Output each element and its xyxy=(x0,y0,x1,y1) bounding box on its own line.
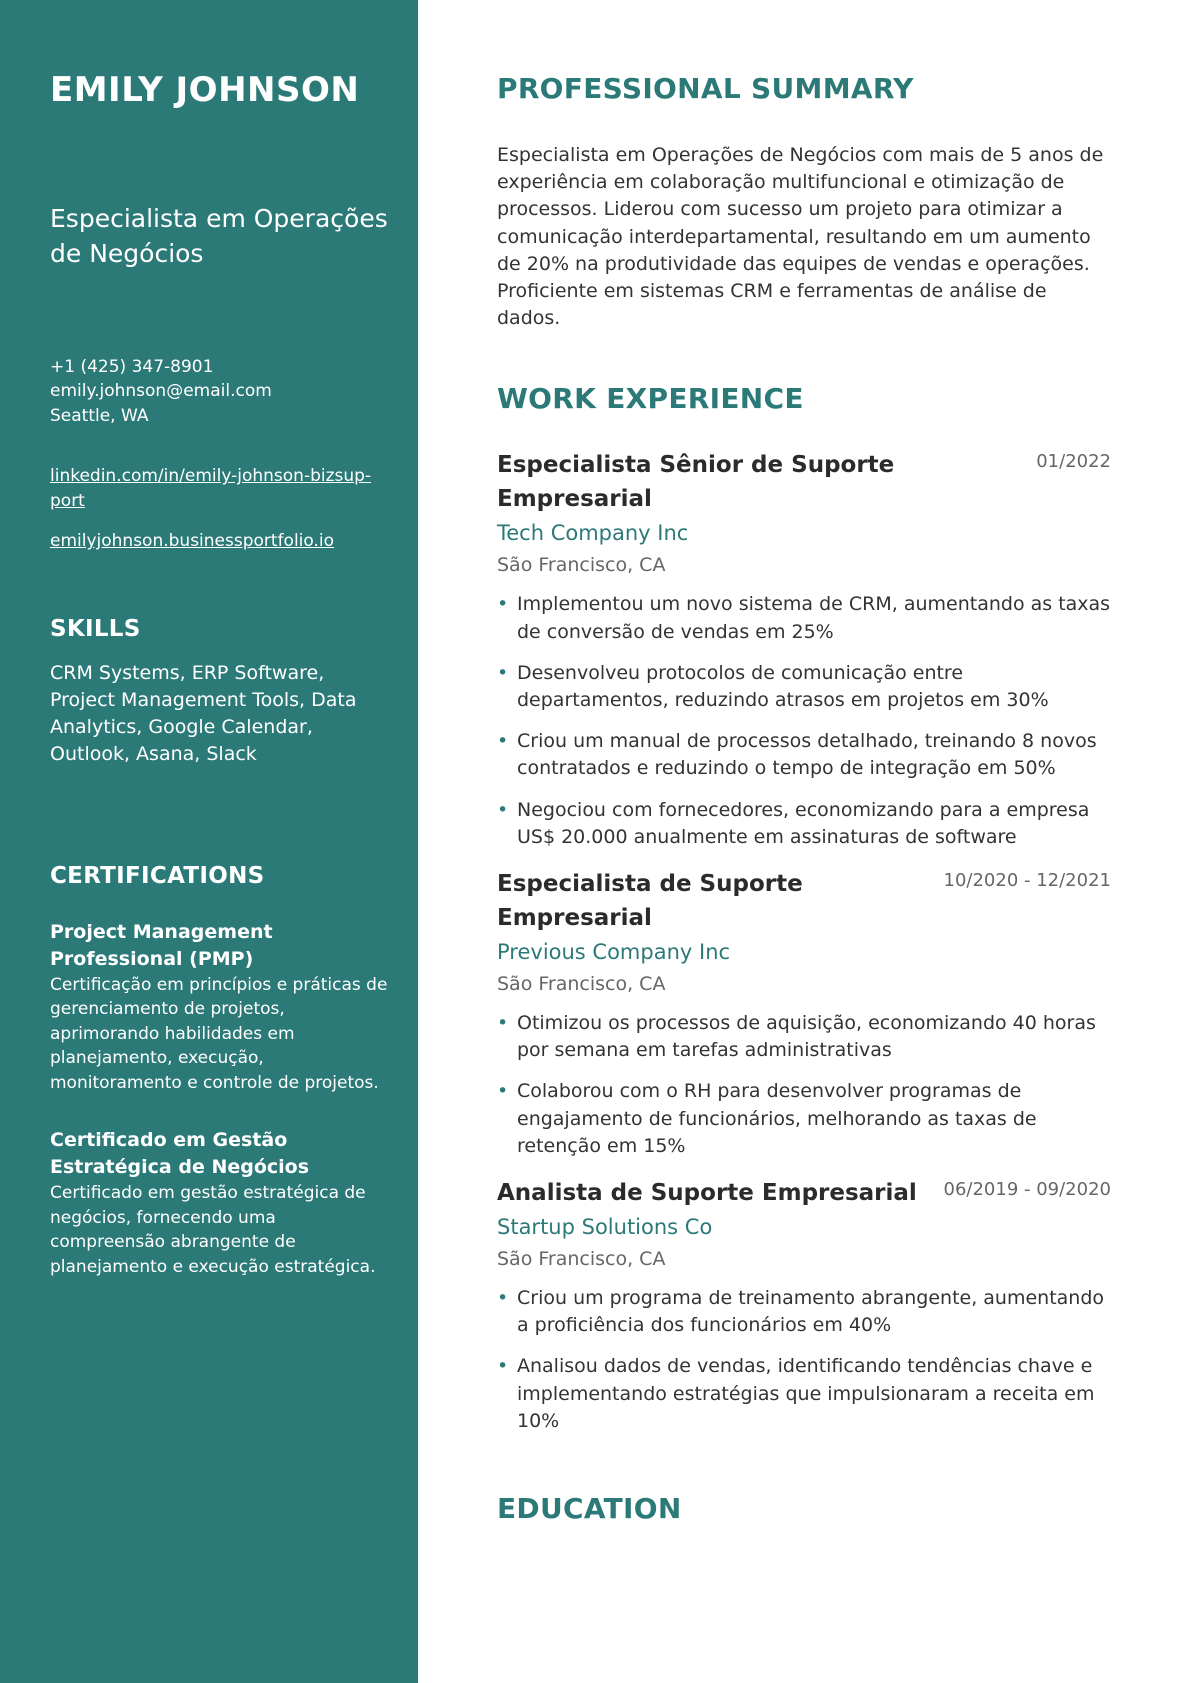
certification-title: Project Management Professional (PMP) xyxy=(50,920,273,970)
job-title: Analista de Suporte Empresarial xyxy=(497,1180,917,1207)
email-address: emily.johnson@email.com xyxy=(50,381,272,402)
job-date: 01/2022 xyxy=(1036,451,1111,473)
job-bullets xyxy=(497,1285,1111,1435)
company-name: Previous Company Inc xyxy=(497,940,731,965)
job-bullet: • Criou um manual de processos detalhado, treinando 8 novos contratados e reduzindo o tempo de integração em 50% xyxy=(497,728,1111,782)
job-date: 06/2019 - 09/2020 xyxy=(943,1179,1111,1201)
certification-description: Certificado em gestão estratégica de negócios, fornecendo uma compreensão abrangente de planejamento e execução estratégica. xyxy=(50,1183,376,1277)
certification-title: Certificado em Gestão Estratégica de Negócios xyxy=(50,1129,310,1179)
job-bullet: • Implementou um novo sistema de CRM, aumentando as taxas de conversão de vendas em 25% xyxy=(497,591,1111,645)
job-entry xyxy=(497,448,1111,851)
skills-heading: SKILLS xyxy=(50,615,141,642)
summary-heading: PROFESSIONAL SUMMARY xyxy=(497,72,914,105)
job-title: Especialista de Suporte Empresarial xyxy=(497,871,803,932)
linkedin-link[interactable]: linkedin.com/in/emily-johnson-bizsup-port xyxy=(50,466,372,511)
job-bullet: • Colaborou com o RH para desenvolver programas de engajamento de funcionários, melhorando as taxas de retenção em 15% xyxy=(497,1078,1111,1160)
contact-info xyxy=(50,355,388,429)
work-experience-heading: WORK EXPERIENCE xyxy=(497,382,804,416)
job-bullet: • Negociou com fornecedores, economizando para a empresa US$ 20.000 anualmente em assinaturas de software xyxy=(497,797,1111,851)
job-bullet: • Otimizou os processos de aquisição, economizando 40 horas por semana em tarefas administrativas xyxy=(497,1010,1111,1064)
company-name: Startup Solutions Co xyxy=(497,1215,713,1240)
job-bullet: • Criou um programa de treinamento abrangente, aumentando a proficiência dos funcionários em 40% xyxy=(497,1285,1111,1339)
job-title: Especialista Sênior de Suporte Empresarial xyxy=(497,452,895,513)
job-entry xyxy=(497,867,1111,1160)
education-heading: EDUCATION xyxy=(497,1492,682,1526)
job-location: São Francisco, CA xyxy=(497,1248,666,1271)
company-name: Tech Company Inc xyxy=(497,521,689,546)
candidate-role: Especialista em Operações de Negócios xyxy=(50,203,388,268)
phone-number: +1 (425) 347-8901 xyxy=(50,356,214,377)
main-content xyxy=(497,0,1111,1528)
job-location: São Francisco, CA xyxy=(497,554,666,577)
job-bullet: • Analisou dados de vendas, identificando tendências chave e implementando estratégias que impulsionaram a receita em 10% xyxy=(497,1353,1111,1435)
candidate-name: EMILY JOHNSON xyxy=(50,70,360,110)
certification-description: Certificação em princípios e práticas de gerenciamento de projetos, aprimorando habilidades em planejamento, execução, monitoramento e controle de projetos. xyxy=(50,974,388,1093)
certification-item xyxy=(50,919,388,1096)
certifications-heading: CERTIFICATIONS xyxy=(50,862,265,889)
job-bullets xyxy=(497,1010,1111,1160)
job-entry xyxy=(497,1176,1111,1435)
skills-list: CRM Systems, ERP Software, Project Management Tools, Data Analytics, Google Calendar, Outlook, Asana, Slack xyxy=(50,661,357,765)
summary-text: Especialista em Operações de Negócios com mais de 5 anos de experiência em colaboração multifuncional e otimização de processos. Liderou com sucesso um projeto para otimizar a comunicação interdepartamental, resultando em um aumento de 20% na produtividade das equipes de vendas e operações. Proficiente em sistemas CRM e ferramentas de análise de dados. xyxy=(497,144,1104,330)
portfolio-link[interactable]: emilyjohnson.businessportfolio.io xyxy=(50,531,335,552)
job-date: 10/2020 - 12/2021 xyxy=(943,870,1111,892)
job-location: São Francisco, CA xyxy=(497,973,666,996)
job-bullets xyxy=(497,591,1111,851)
sidebar xyxy=(0,0,418,1683)
location: Seattle, WA xyxy=(50,405,149,426)
certification-item xyxy=(50,1127,388,1279)
job-bullet: • Desenvolveu protocolos de comunicação entre departamentos, reduzindo atrasos em projetos em 30% xyxy=(497,660,1111,714)
